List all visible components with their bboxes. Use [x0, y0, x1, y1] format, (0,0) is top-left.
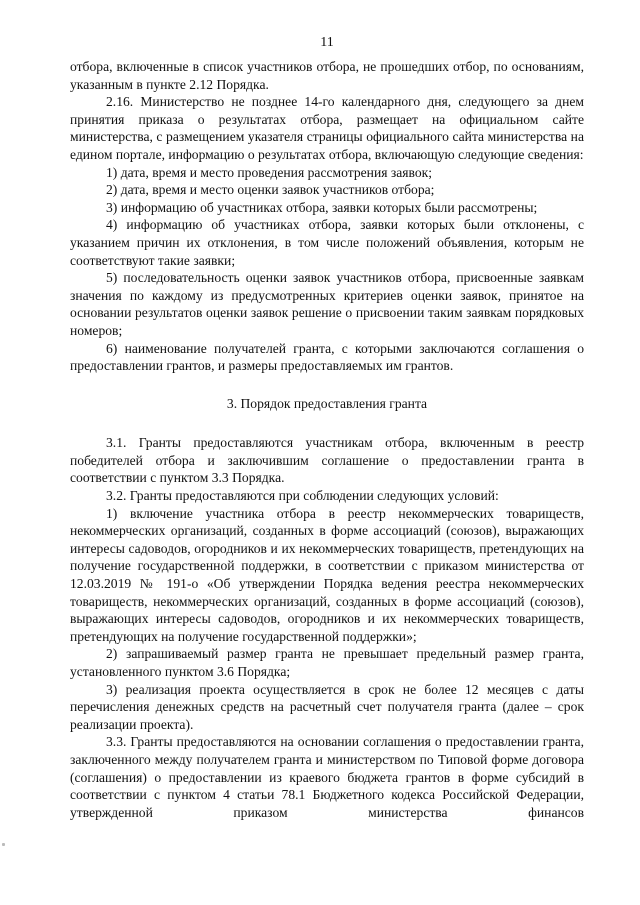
paragraph: 1) включение участника отбора в реестр некоммерческих товариществ, некоммерческих организаций, созданных в форме ассоциаций (союзов), выражающих интересы садоводов, огородников и их некоммерческих товариществ, претендующих на получение государственной поддержки, в соответствии с приказом министерства от 12.03.2019 № 191-о «Об утверждении Порядка ведения реестра некоммерческих товариществ, некоммерческих организаций, созданных в форме ассоциаций (союзов), выражающих интересы садоводов, огородников и их некоммерческих товариществ, претендующих на получение государственной поддержки»;: [70, 505, 584, 644]
document-body: [70, 58, 584, 821]
paragraph: 6) наименование получателей гранта, с которыми заключаются соглашения о предоставлении грантов, и размеры предоставляемых им грантов.: [70, 340, 584, 374]
paragraph: 1) дата, время и место проведения рассмотрения заявок;: [106, 164, 433, 180]
scan-artifact: [2, 843, 5, 846]
paragraph: 3) реализация проекта осуществляется в срок не более 12 месяцев с даты перечисления денежных средств на расчетный счет получателя гранта (далее – срок реализации проекта).: [70, 681, 584, 732]
paragraph: 3.3. Гранты предоставляются на основании соглашения о предоставлении гранта, заключенного между получателем гранта и министерством по Типовой форме договора (соглашения) о предоставлении из краевого бюджета грантов в форме субсидий в соответствии с пунктом 4 статьи 78.1 Бюджетного кодекса Российской Федерации, утвержденной приказом министерства финансов: [70, 734, 584, 820]
paragraph: 5) последовательность оценки заявок участников отбора, присвоенные заявкам значения по каждому из предусмотренных критериев оценки заявок, принятое на основании результатов оценки заявок решение о присвоении таким заявкам порядковых номеров;: [70, 270, 584, 338]
paragraph: 2) дата, время и место оценки заявок участников отбора;: [106, 182, 435, 198]
paragraph: 4) информацию об участниках отбора, заявки которых были отклонены, с указанием причин их отклонения, в том числе положений объявления, которым не соответствуют такие заявки;: [70, 217, 584, 268]
paragraph: 3.1. Гранты предоставляются участникам отбора, включенным в реестр победителей отбора и заключившим соглашение о предоставлении гранта в соответствии с пунктом 3.3 Порядка.: [70, 435, 584, 486]
paragraph: 3) информацию об участниках отбора, заявки которых были рассмотрены;: [106, 199, 538, 215]
paragraph: 2.16. Министерство не позднее 14-го календарного дня, следующего за днем принятия приказа о результатах отбора, размещает на официальном сайте министерства, с размещением указателя страницы официального сайта министерства на едином портале, информацию о результатах отбора, включающую следующие сведения:: [70, 94, 584, 162]
paragraph: 2) запрашиваемый размер гранта не превышает предельный размер гранта, установленного пунктом 3.6 Порядка;: [70, 646, 584, 679]
page-number: 11: [320, 35, 334, 50]
paragraph: 3.2. Гранты предоставляются при соблюдении следующих условий:: [106, 488, 499, 504]
section-heading: 3. Порядок предоставления гранта: [226, 395, 428, 411]
paragraph-continuation: отбора, включенные в список участников отбора, не прошедших отбор, по основаниям, указанным в пункте 2.12 Порядка.: [70, 59, 584, 92]
